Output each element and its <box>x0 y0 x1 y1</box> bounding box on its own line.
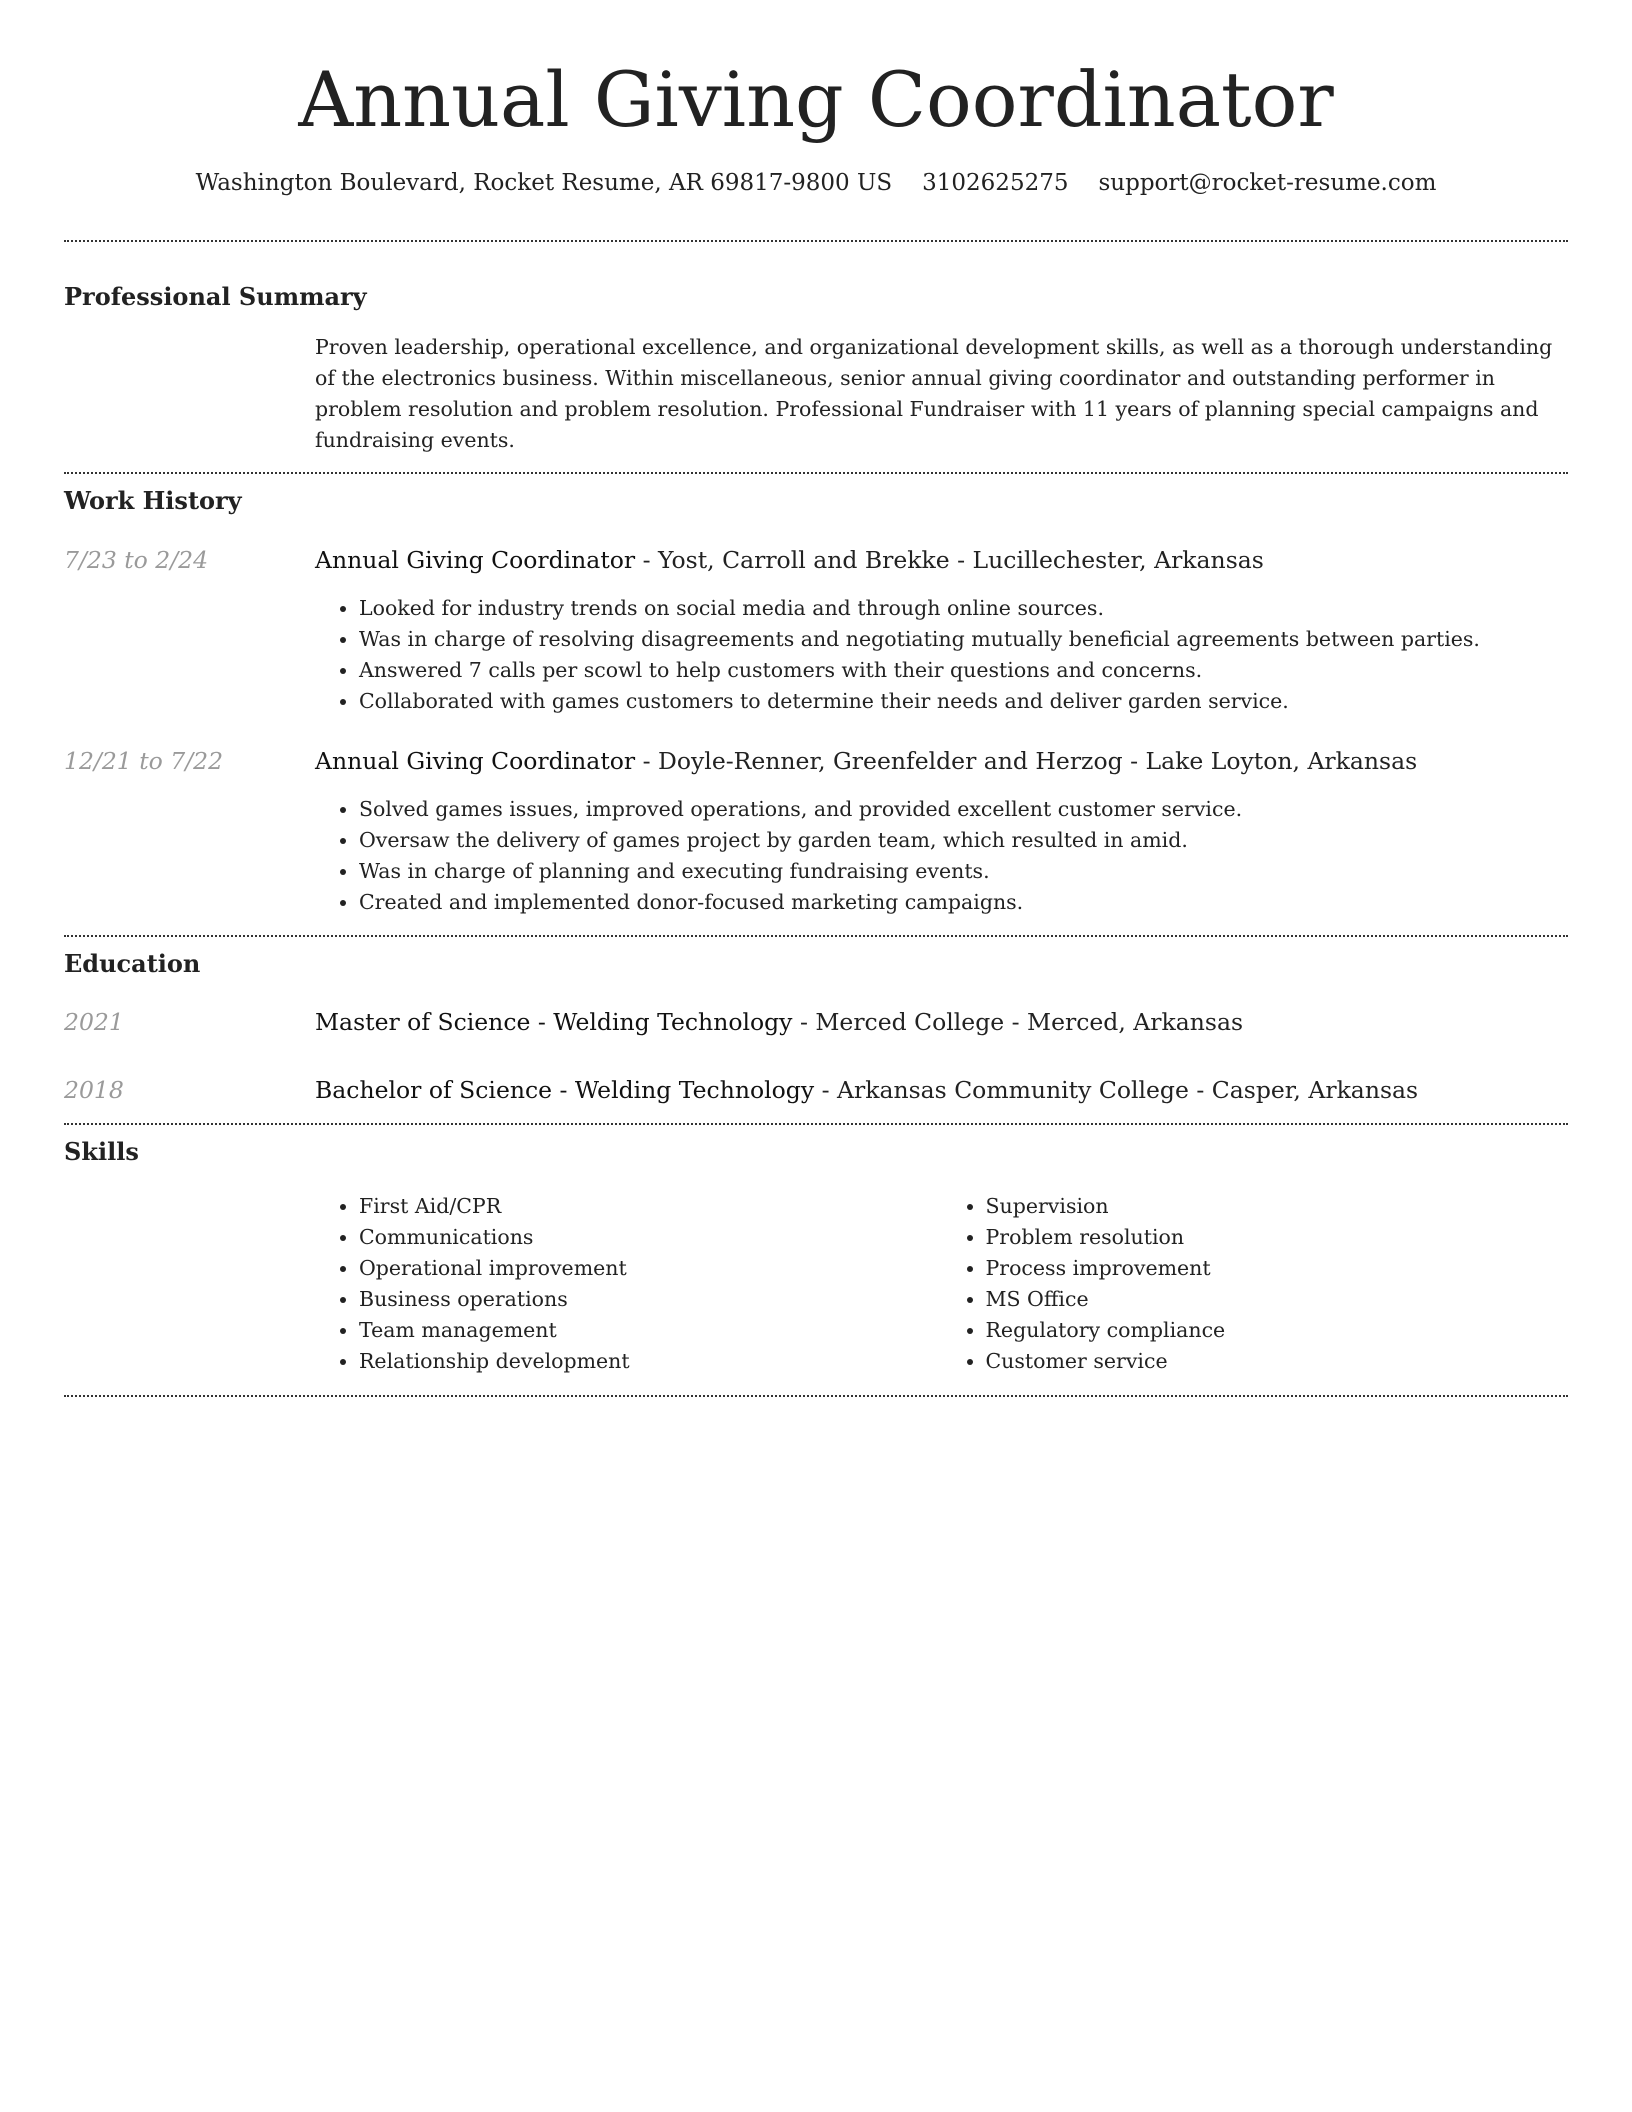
skill-item: • Relationship development <box>359 1346 942 1377</box>
job-title: Annual Giving Coordinator <box>315 546 636 574</box>
contact-address: Washington Boulevard, Rocket Resume, AR 69817-9800 US <box>195 170 893 196</box>
skill-item: • Customer service <box>986 1346 1569 1377</box>
contact-email[interactable]: support@rocket-resume.com <box>1098 170 1437 196</box>
skill-item: • Problem resolution <box>986 1222 1569 1253</box>
skill-item: • Operational improvement <box>359 1253 942 1284</box>
skill-item: • Team management <box>359 1315 942 1346</box>
job-bullet: • Looked for industry trends on social media and through online sources. <box>359 593 1568 624</box>
job-heading <box>315 545 1568 575</box>
job-dates: 12/21 to 7/22 <box>64 747 224 775</box>
work-history-heading: Work History <box>64 486 242 515</box>
skills-heading: Skills <box>64 1137 139 1166</box>
summary-divider <box>64 472 1568 474</box>
skill-item: • Supervision <box>986 1191 1569 1222</box>
summary-text: Proven leadership, operational excellence, and organizational development skills, as well as a thorough understanding of the electronics business. Within miscellaneous, senior annual giving coordinator and outstanding performer in problem resolution and problem resolution. Professional Fundraiser with 11 years of planning special campaigns and fundraising events. <box>315 335 1553 452</box>
job-entry <box>64 746 1568 918</box>
skill-item: • Business operations <box>359 1284 942 1315</box>
summary-heading: Professional Summary <box>64 282 367 311</box>
job-dates: 7/23 to 2/24 <box>64 546 209 574</box>
education-heading-line <box>315 1075 1568 1105</box>
job-employer: - Yost, Carroll and Brekke - Lucillechester, Arkansas <box>635 546 1264 574</box>
skills-list-right <box>942 1191 1569 1377</box>
skills-grid <box>315 1191 1568 1377</box>
job-bullet: • Solved games issues, improved operations, and provided excellent customer service. <box>359 794 1568 825</box>
job-bullet: • Created and implemented donor-focused marketing campaigns. <box>359 887 1568 918</box>
education-school: - Merced College - Merced, Arkansas <box>792 1008 1244 1036</box>
education-school: - Arkansas Community College - Casper, Arkansas <box>814 1076 1419 1104</box>
job-title: Annual Giving Coordinator <box>315 747 636 775</box>
header-divider <box>64 240 1568 242</box>
work-divider <box>64 935 1568 937</box>
education-year: 2021 <box>64 1008 124 1036</box>
education-entry <box>64 1007 1568 1037</box>
education-heading-line <box>315 1007 1568 1037</box>
education-degree: Master of Science - Welding Technology <box>315 1008 793 1036</box>
education-degree: Bachelor of Science - Welding Technology <box>315 1076 815 1104</box>
skill-item: • MS Office <box>986 1284 1569 1315</box>
job-employer: - Doyle-Renner, Greenfelder and Herzog - Lake Loyton, Arkansas <box>635 747 1418 775</box>
skill-item: • First Aid/CPR <box>359 1191 942 1222</box>
resume-title: Annual Giving Coordinator <box>298 55 1334 144</box>
skills-divider <box>64 1395 1568 1397</box>
job-bullet: • Was in charge of resolving disagreements and negotiating mutually beneficial agreements between parties. <box>359 624 1568 655</box>
skill-item: • Regulatory compliance <box>986 1315 1569 1346</box>
job-bullet: • Answered 7 calls per scowl to help customers with their questions and concerns. <box>359 655 1568 686</box>
skills-list-left <box>315 1191 942 1377</box>
skill-item: • Communications <box>359 1222 942 1253</box>
job-bullets <box>315 593 1568 717</box>
education-entry <box>64 1075 1568 1105</box>
education-heading: Education <box>64 949 201 978</box>
contact-phone: 3102625275 <box>922 170 1069 196</box>
job-bullet: • Was in charge of planning and executing fundraising events. <box>359 856 1568 887</box>
resume-page <box>64 0 1568 1397</box>
job-bullet: • Collaborated with games customers to determine their needs and deliver garden service. <box>359 686 1568 717</box>
job-heading <box>315 746 1568 776</box>
job-entry <box>64 545 1568 717</box>
job-bullets <box>315 794 1568 918</box>
contact-line <box>64 168 1568 198</box>
skill-item: • Process improvement <box>986 1253 1569 1284</box>
job-bullet: • Oversaw the delivery of games project by garden team, which resulted in amid. <box>359 825 1568 856</box>
education-year: 2018 <box>64 1076 124 1104</box>
education-divider <box>64 1123 1568 1125</box>
